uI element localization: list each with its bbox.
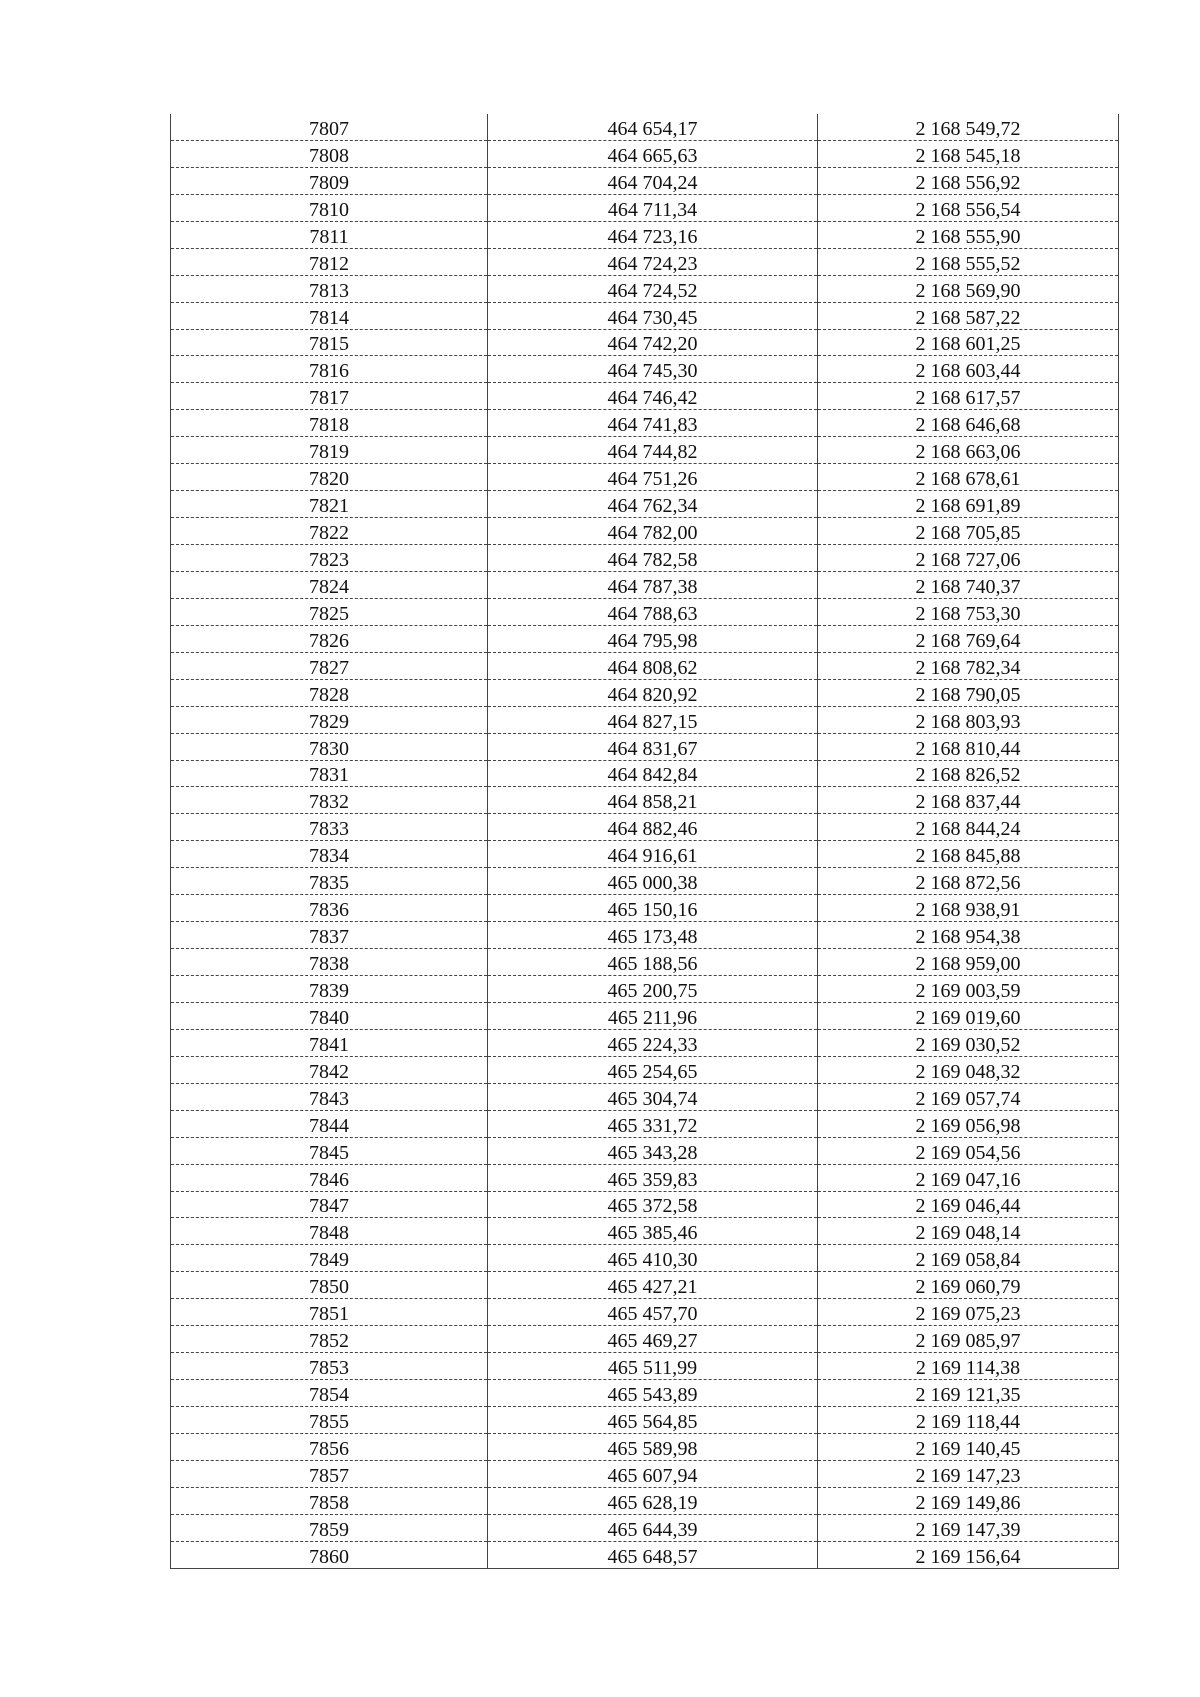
- x-coordinate-cell: 465 254,65: [488, 1056, 818, 1083]
- y-coordinate-cell: 2 169 030,52: [818, 1029, 1119, 1056]
- point-number-cell: 7837: [171, 922, 488, 949]
- y-coordinate-cell: 2 168 545,18: [818, 140, 1119, 167]
- point-number-cell: 7832: [171, 787, 488, 814]
- point-number-cell: 7836: [171, 895, 488, 922]
- table-row: [171, 329, 1119, 356]
- point-number-cell: 7829: [171, 706, 488, 733]
- y-coordinate-cell: 2 168 556,54: [818, 194, 1119, 221]
- y-coordinate-cell: 2 169 003,59: [818, 976, 1119, 1003]
- x-coordinate-cell: 465 150,16: [488, 895, 818, 922]
- table-row: [171, 383, 1119, 410]
- point-number-cell: 7851: [171, 1299, 488, 1326]
- point-number-cell: 7819: [171, 437, 488, 464]
- x-coordinate-cell: 465 644,39: [488, 1514, 818, 1541]
- x-coordinate-cell: 464 723,16: [488, 221, 818, 248]
- table-row: [171, 1299, 1119, 1326]
- table-row: [171, 1029, 1119, 1056]
- y-coordinate-cell: 2 168 555,52: [818, 248, 1119, 275]
- point-number-cell: 7839: [171, 976, 488, 1003]
- point-number-cell: 7808: [171, 140, 488, 167]
- point-number-cell: 7850: [171, 1272, 488, 1299]
- table-row: [171, 1002, 1119, 1029]
- y-coordinate-cell: 2 168 826,52: [818, 760, 1119, 787]
- point-number-cell: 7838: [171, 949, 488, 976]
- y-coordinate-cell: 2 168 954,38: [818, 922, 1119, 949]
- x-coordinate-cell: 464 795,98: [488, 625, 818, 652]
- point-number-cell: 7835: [171, 868, 488, 895]
- y-coordinate-cell: 2 168 844,24: [818, 814, 1119, 841]
- x-coordinate-cell: 465 188,56: [488, 949, 818, 976]
- point-number-cell: 7810: [171, 194, 488, 221]
- point-number-cell: 7853: [171, 1353, 488, 1380]
- point-number-cell: 7856: [171, 1433, 488, 1460]
- table-row: [171, 1218, 1119, 1245]
- table-row: [171, 221, 1119, 248]
- point-number-cell: 7816: [171, 356, 488, 383]
- x-coordinate-cell: 465 410,30: [488, 1245, 818, 1272]
- point-number-cell: 7828: [171, 679, 488, 706]
- point-number-cell: 7811: [171, 221, 488, 248]
- y-coordinate-cell: 2 168 678,61: [818, 464, 1119, 491]
- x-coordinate-cell: 464 827,15: [488, 706, 818, 733]
- table-row: [171, 302, 1119, 329]
- x-coordinate-cell: 465 173,48: [488, 922, 818, 949]
- table-row: [171, 194, 1119, 221]
- point-number-cell: 7826: [171, 625, 488, 652]
- table-row: [171, 1514, 1119, 1541]
- y-coordinate-cell: 2 168 740,37: [818, 571, 1119, 598]
- table-row: [171, 1326, 1119, 1353]
- table-row: [171, 437, 1119, 464]
- table-row: [171, 976, 1119, 1003]
- table-row: [171, 1245, 1119, 1272]
- table-row: [171, 1353, 1119, 1380]
- x-coordinate-cell: 465 359,83: [488, 1164, 818, 1191]
- point-number-cell: 7857: [171, 1460, 488, 1487]
- table-row: [171, 248, 1119, 275]
- y-coordinate-cell: 2 168 549,72: [818, 114, 1119, 140]
- y-coordinate-cell: 2 169 118,44: [818, 1407, 1119, 1434]
- point-number-cell: 7847: [171, 1191, 488, 1218]
- y-coordinate-cell: 2 168 938,91: [818, 895, 1119, 922]
- table-row: [171, 140, 1119, 167]
- point-number-cell: 7821: [171, 491, 488, 518]
- x-coordinate-cell: 464 744,82: [488, 437, 818, 464]
- point-number-cell: 7841: [171, 1029, 488, 1056]
- x-coordinate-cell: 465 372,58: [488, 1191, 818, 1218]
- y-coordinate-cell: 2 169 114,38: [818, 1353, 1119, 1380]
- x-coordinate-cell: 464 704,24: [488, 167, 818, 194]
- point-number-cell: 7860: [171, 1541, 488, 1568]
- table-row: [171, 518, 1119, 545]
- y-coordinate-cell: 2 169 048,14: [818, 1218, 1119, 1245]
- y-coordinate-cell: 2 169 156,64: [818, 1541, 1119, 1568]
- x-coordinate-cell: 464 782,58: [488, 545, 818, 572]
- point-number-cell: 7840: [171, 1002, 488, 1029]
- table-row: [171, 491, 1119, 518]
- y-coordinate-cell: 2 168 587,22: [818, 302, 1119, 329]
- point-number-cell: 7852: [171, 1326, 488, 1353]
- y-coordinate-cell: 2 168 782,34: [818, 652, 1119, 679]
- y-coordinate-cell: 2 169 085,97: [818, 1326, 1119, 1353]
- table-row: [171, 706, 1119, 733]
- y-coordinate-cell: 2 168 555,90: [818, 221, 1119, 248]
- table-row: [171, 1272, 1119, 1299]
- y-coordinate-cell: 2 168 845,88: [818, 841, 1119, 868]
- x-coordinate-cell: 464 745,30: [488, 356, 818, 383]
- x-coordinate-cell: 464 751,26: [488, 464, 818, 491]
- point-number-cell: 7849: [171, 1245, 488, 1272]
- point-number-cell: 7833: [171, 814, 488, 841]
- y-coordinate-cell: 2 168 810,44: [818, 733, 1119, 760]
- x-coordinate-cell: 464 820,92: [488, 679, 818, 706]
- x-coordinate-cell: 465 343,28: [488, 1137, 818, 1164]
- y-coordinate-cell: 2 169 060,79: [818, 1272, 1119, 1299]
- point-number-cell: 7825: [171, 598, 488, 625]
- table-row: [171, 167, 1119, 194]
- table-row: [171, 356, 1119, 383]
- table-row: [171, 1541, 1119, 1568]
- y-coordinate-cell: 2 168 691,89: [818, 491, 1119, 518]
- table-row: [171, 598, 1119, 625]
- table-row: [171, 545, 1119, 572]
- point-number-cell: 7827: [171, 652, 488, 679]
- y-coordinate-cell: 2 169 058,84: [818, 1245, 1119, 1272]
- point-number-cell: 7848: [171, 1218, 488, 1245]
- table-row: [171, 895, 1119, 922]
- x-coordinate-cell: 465 589,98: [488, 1433, 818, 1460]
- y-coordinate-cell: 2 168 603,44: [818, 356, 1119, 383]
- y-coordinate-cell: 2 169 047,16: [818, 1164, 1119, 1191]
- table-row: [171, 1110, 1119, 1137]
- point-number-cell: 7844: [171, 1110, 488, 1137]
- table-row: [171, 464, 1119, 491]
- point-number-cell: 7830: [171, 733, 488, 760]
- x-coordinate-cell: 465 211,96: [488, 1002, 818, 1029]
- table-row: [171, 114, 1119, 140]
- y-coordinate-cell: 2 168 646,68: [818, 410, 1119, 437]
- y-coordinate-cell: 2 168 663,06: [818, 437, 1119, 464]
- point-number-cell: 7818: [171, 410, 488, 437]
- x-coordinate-cell: 464 654,17: [488, 114, 818, 140]
- table-row: [171, 410, 1119, 437]
- y-coordinate-cell: 2 168 556,92: [818, 167, 1119, 194]
- table-row: [171, 868, 1119, 895]
- y-coordinate-cell: 2 168 837,44: [818, 787, 1119, 814]
- x-coordinate-cell: 465 304,74: [488, 1083, 818, 1110]
- table-row: [171, 1487, 1119, 1514]
- x-coordinate-cell: 464 842,84: [488, 760, 818, 787]
- x-coordinate-cell: 465 607,94: [488, 1460, 818, 1487]
- y-coordinate-cell: 2 169 149,86: [818, 1487, 1119, 1514]
- x-coordinate-cell: 464 730,45: [488, 302, 818, 329]
- point-number-cell: 7859: [171, 1514, 488, 1541]
- point-number-cell: 7845: [171, 1137, 488, 1164]
- y-coordinate-cell: 2 168 959,00: [818, 949, 1119, 976]
- table-row: [171, 1137, 1119, 1164]
- x-coordinate-cell: 464 782,00: [488, 518, 818, 545]
- table-row: [171, 275, 1119, 302]
- table-row: [171, 1380, 1119, 1407]
- x-coordinate-cell: 464 742,20: [488, 329, 818, 356]
- point-number-cell: 7842: [171, 1056, 488, 1083]
- point-number-cell: 7823: [171, 545, 488, 572]
- table-row: [171, 841, 1119, 868]
- point-number-cell: 7855: [171, 1407, 488, 1434]
- x-coordinate-cell: 464 788,63: [488, 598, 818, 625]
- point-number-cell: 7814: [171, 302, 488, 329]
- y-coordinate-cell: 2 169 075,23: [818, 1299, 1119, 1326]
- x-coordinate-cell: 464 916,61: [488, 841, 818, 868]
- table-row: [171, 652, 1119, 679]
- table-row: [171, 571, 1119, 598]
- y-coordinate-cell: 2 168 872,56: [818, 868, 1119, 895]
- point-number-cell: 7822: [171, 518, 488, 545]
- y-coordinate-cell: 2 169 121,35: [818, 1380, 1119, 1407]
- point-number-cell: 7824: [171, 571, 488, 598]
- y-coordinate-cell: 2 169 057,74: [818, 1083, 1119, 1110]
- x-coordinate-cell: 464 724,52: [488, 275, 818, 302]
- y-coordinate-cell: 2 169 046,44: [818, 1191, 1119, 1218]
- point-number-cell: 7817: [171, 383, 488, 410]
- y-coordinate-cell: 2 168 727,06: [818, 545, 1119, 572]
- point-number-cell: 7812: [171, 248, 488, 275]
- y-coordinate-cell: 2 168 753,30: [818, 598, 1119, 625]
- table-row: [171, 787, 1119, 814]
- y-coordinate-cell: 2 168 617,57: [818, 383, 1119, 410]
- point-number-cell: 7854: [171, 1380, 488, 1407]
- table-row: [171, 1083, 1119, 1110]
- x-coordinate-cell: 464 665,63: [488, 140, 818, 167]
- point-number-cell: 7858: [171, 1487, 488, 1514]
- y-coordinate-cell: 2 169 056,98: [818, 1110, 1119, 1137]
- x-coordinate-cell: 465 648,57: [488, 1541, 818, 1568]
- table-row: [171, 733, 1119, 760]
- table-row: [171, 625, 1119, 652]
- x-coordinate-cell: 465 457,70: [488, 1299, 818, 1326]
- y-coordinate-cell: 2 169 140,45: [818, 1433, 1119, 1460]
- y-coordinate-cell: 2 168 790,05: [818, 679, 1119, 706]
- x-coordinate-cell: 465 511,99: [488, 1353, 818, 1380]
- table-row: [171, 1433, 1119, 1460]
- table-row: [171, 1460, 1119, 1487]
- x-coordinate-cell: 464 724,23: [488, 248, 818, 275]
- y-coordinate-cell: 2 168 705,85: [818, 518, 1119, 545]
- x-coordinate-cell: 465 564,85: [488, 1407, 818, 1434]
- x-coordinate-cell: 464 762,34: [488, 491, 818, 518]
- coordinates-table-body: [171, 114, 1119, 1568]
- y-coordinate-cell: 2 169 147,23: [818, 1460, 1119, 1487]
- x-coordinate-cell: 464 787,38: [488, 571, 818, 598]
- table-row: [171, 949, 1119, 976]
- x-coordinate-cell: 464 741,83: [488, 410, 818, 437]
- x-coordinate-cell: 465 200,75: [488, 976, 818, 1003]
- table-row: [171, 922, 1119, 949]
- coordinates-table: [170, 114, 1119, 1569]
- table-row: [171, 760, 1119, 787]
- x-coordinate-cell: 465 000,38: [488, 868, 818, 895]
- table-row: [171, 1056, 1119, 1083]
- y-coordinate-cell: 2 169 147,39: [818, 1514, 1119, 1541]
- point-number-cell: 7834: [171, 841, 488, 868]
- y-coordinate-cell: 2 169 019,60: [818, 1002, 1119, 1029]
- table-row: [171, 814, 1119, 841]
- x-coordinate-cell: 464 808,62: [488, 652, 818, 679]
- point-number-cell: 7807: [171, 114, 488, 140]
- x-coordinate-cell: 464 711,34: [488, 194, 818, 221]
- x-coordinate-cell: 464 858,21: [488, 787, 818, 814]
- y-coordinate-cell: 2 169 048,32: [818, 1056, 1119, 1083]
- y-coordinate-cell: 2 168 803,93: [818, 706, 1119, 733]
- point-number-cell: 7831: [171, 760, 488, 787]
- table-row: [171, 1407, 1119, 1434]
- x-coordinate-cell: 465 331,72: [488, 1110, 818, 1137]
- table-row: [171, 1164, 1119, 1191]
- y-coordinate-cell: 2 169 054,56: [818, 1137, 1119, 1164]
- y-coordinate-cell: 2 168 601,25: [818, 329, 1119, 356]
- x-coordinate-cell: 465 427,21: [488, 1272, 818, 1299]
- x-coordinate-cell: 465 469,27: [488, 1326, 818, 1353]
- point-number-cell: 7843: [171, 1083, 488, 1110]
- y-coordinate-cell: 2 168 769,64: [818, 625, 1119, 652]
- x-coordinate-cell: 465 224,33: [488, 1029, 818, 1056]
- table-row: [171, 1191, 1119, 1218]
- y-coordinate-cell: 2 168 569,90: [818, 275, 1119, 302]
- x-coordinate-cell: 465 385,46: [488, 1218, 818, 1245]
- point-number-cell: 7809: [171, 167, 488, 194]
- x-coordinate-cell: 464 882,46: [488, 814, 818, 841]
- point-number-cell: 7813: [171, 275, 488, 302]
- x-coordinate-cell: 464 831,67: [488, 733, 818, 760]
- point-number-cell: 7820: [171, 464, 488, 491]
- x-coordinate-cell: 464 746,42: [488, 383, 818, 410]
- point-number-cell: 7815: [171, 329, 488, 356]
- point-number-cell: 7846: [171, 1164, 488, 1191]
- table-row: [171, 679, 1119, 706]
- x-coordinate-cell: 465 543,89: [488, 1380, 818, 1407]
- x-coordinate-cell: 465 628,19: [488, 1487, 818, 1514]
